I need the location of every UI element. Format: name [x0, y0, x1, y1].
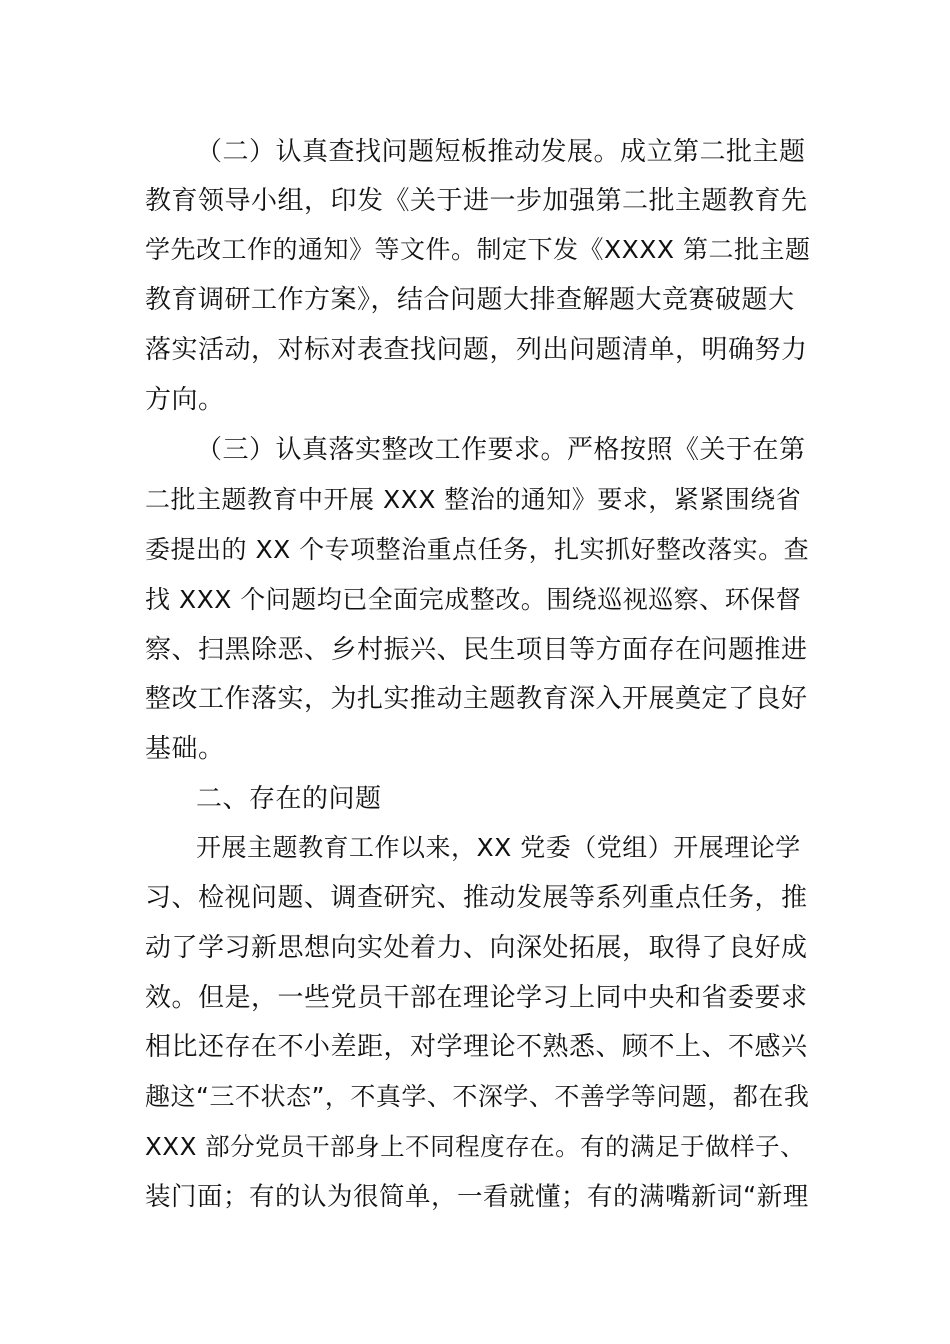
paragraph-2-line-5: 落实活动，对标对表查找问题，列出问题清单，明确努力	[145, 335, 808, 365]
paragraph-2-line-6: 方向。	[145, 385, 225, 415]
paragraph-3-line-1: （三）认真落实整改工作要求。严格按照《关于在第	[196, 435, 806, 465]
paragraph-4-line-6: 趣这“三不状态”，不真学、不深学、不善学等问题，都在我	[145, 1082, 810, 1111]
section-heading: 二、存在的问题	[196, 784, 382, 814]
paragraph-3-line-5: 察、扫黑除恶、乡村振兴、民生项目等方面存在问题推进	[145, 635, 808, 665]
paragraph-2-line-3: 学先改工作的通知》等文件。制定下发《XXXX 第二批主题	[145, 235, 811, 264]
paragraph-2-line-1: （二）认真查找问题短板推动发展。成立第二批主题	[196, 137, 806, 167]
paragraph-2-line-2: 教育领导小组，印发《关于进一步加强第二批主题教育先	[145, 186, 808, 216]
paragraph-4-line-4: 效。但是，一些党员干部在理论学习上同中央和省委要求	[145, 983, 808, 1013]
paragraph-4-line-3: 动了学习新思想向实处着力、向深处拓展，取得了良好成	[145, 933, 808, 963]
paragraph-3-line-7: 基础。	[145, 734, 225, 764]
paragraph-3-line-4: 找 XXX 个问题均已全面完成整改。围绕巡视巡察、环保督	[145, 585, 802, 614]
paragraph-4-line-5: 相比还存在不小差距，对学理论不熟悉、顾不上、不感兴	[145, 1032, 808, 1062]
paragraph-4-line-8: 装门面；有的认为很简单，一看就懂；有的满嘴新词“新理	[145, 1182, 809, 1212]
paragraph-4-line-2: 习、检视问题、调查研究、推动发展等系列重点任务，推	[145, 883, 808, 913]
paragraph-4-line-1: 开展主题教育工作以来，XX 党委（党组）开展理论学	[196, 833, 801, 862]
paragraph-3-line-2: 二批主题教育中开展 XXX 整治的通知》要求，紧紧围绕省	[145, 485, 802, 514]
paragraph-3-line-6: 整改工作落实，为扎实推动主题教育深入开展奠定了良好	[145, 684, 808, 714]
paragraph-4-line-7: XXX 部分党员干部身上不同程度存在。有的满足于做样子、	[145, 1132, 806, 1161]
paragraph-3-line-3: 委提出的 XX 个专项整治重点任务，扎实抓好整改落实。查	[145, 535, 810, 564]
paragraph-2-line-4: 教育调研工作方案》，结合问题大排查解题大竞赛破题大	[145, 285, 795, 315]
